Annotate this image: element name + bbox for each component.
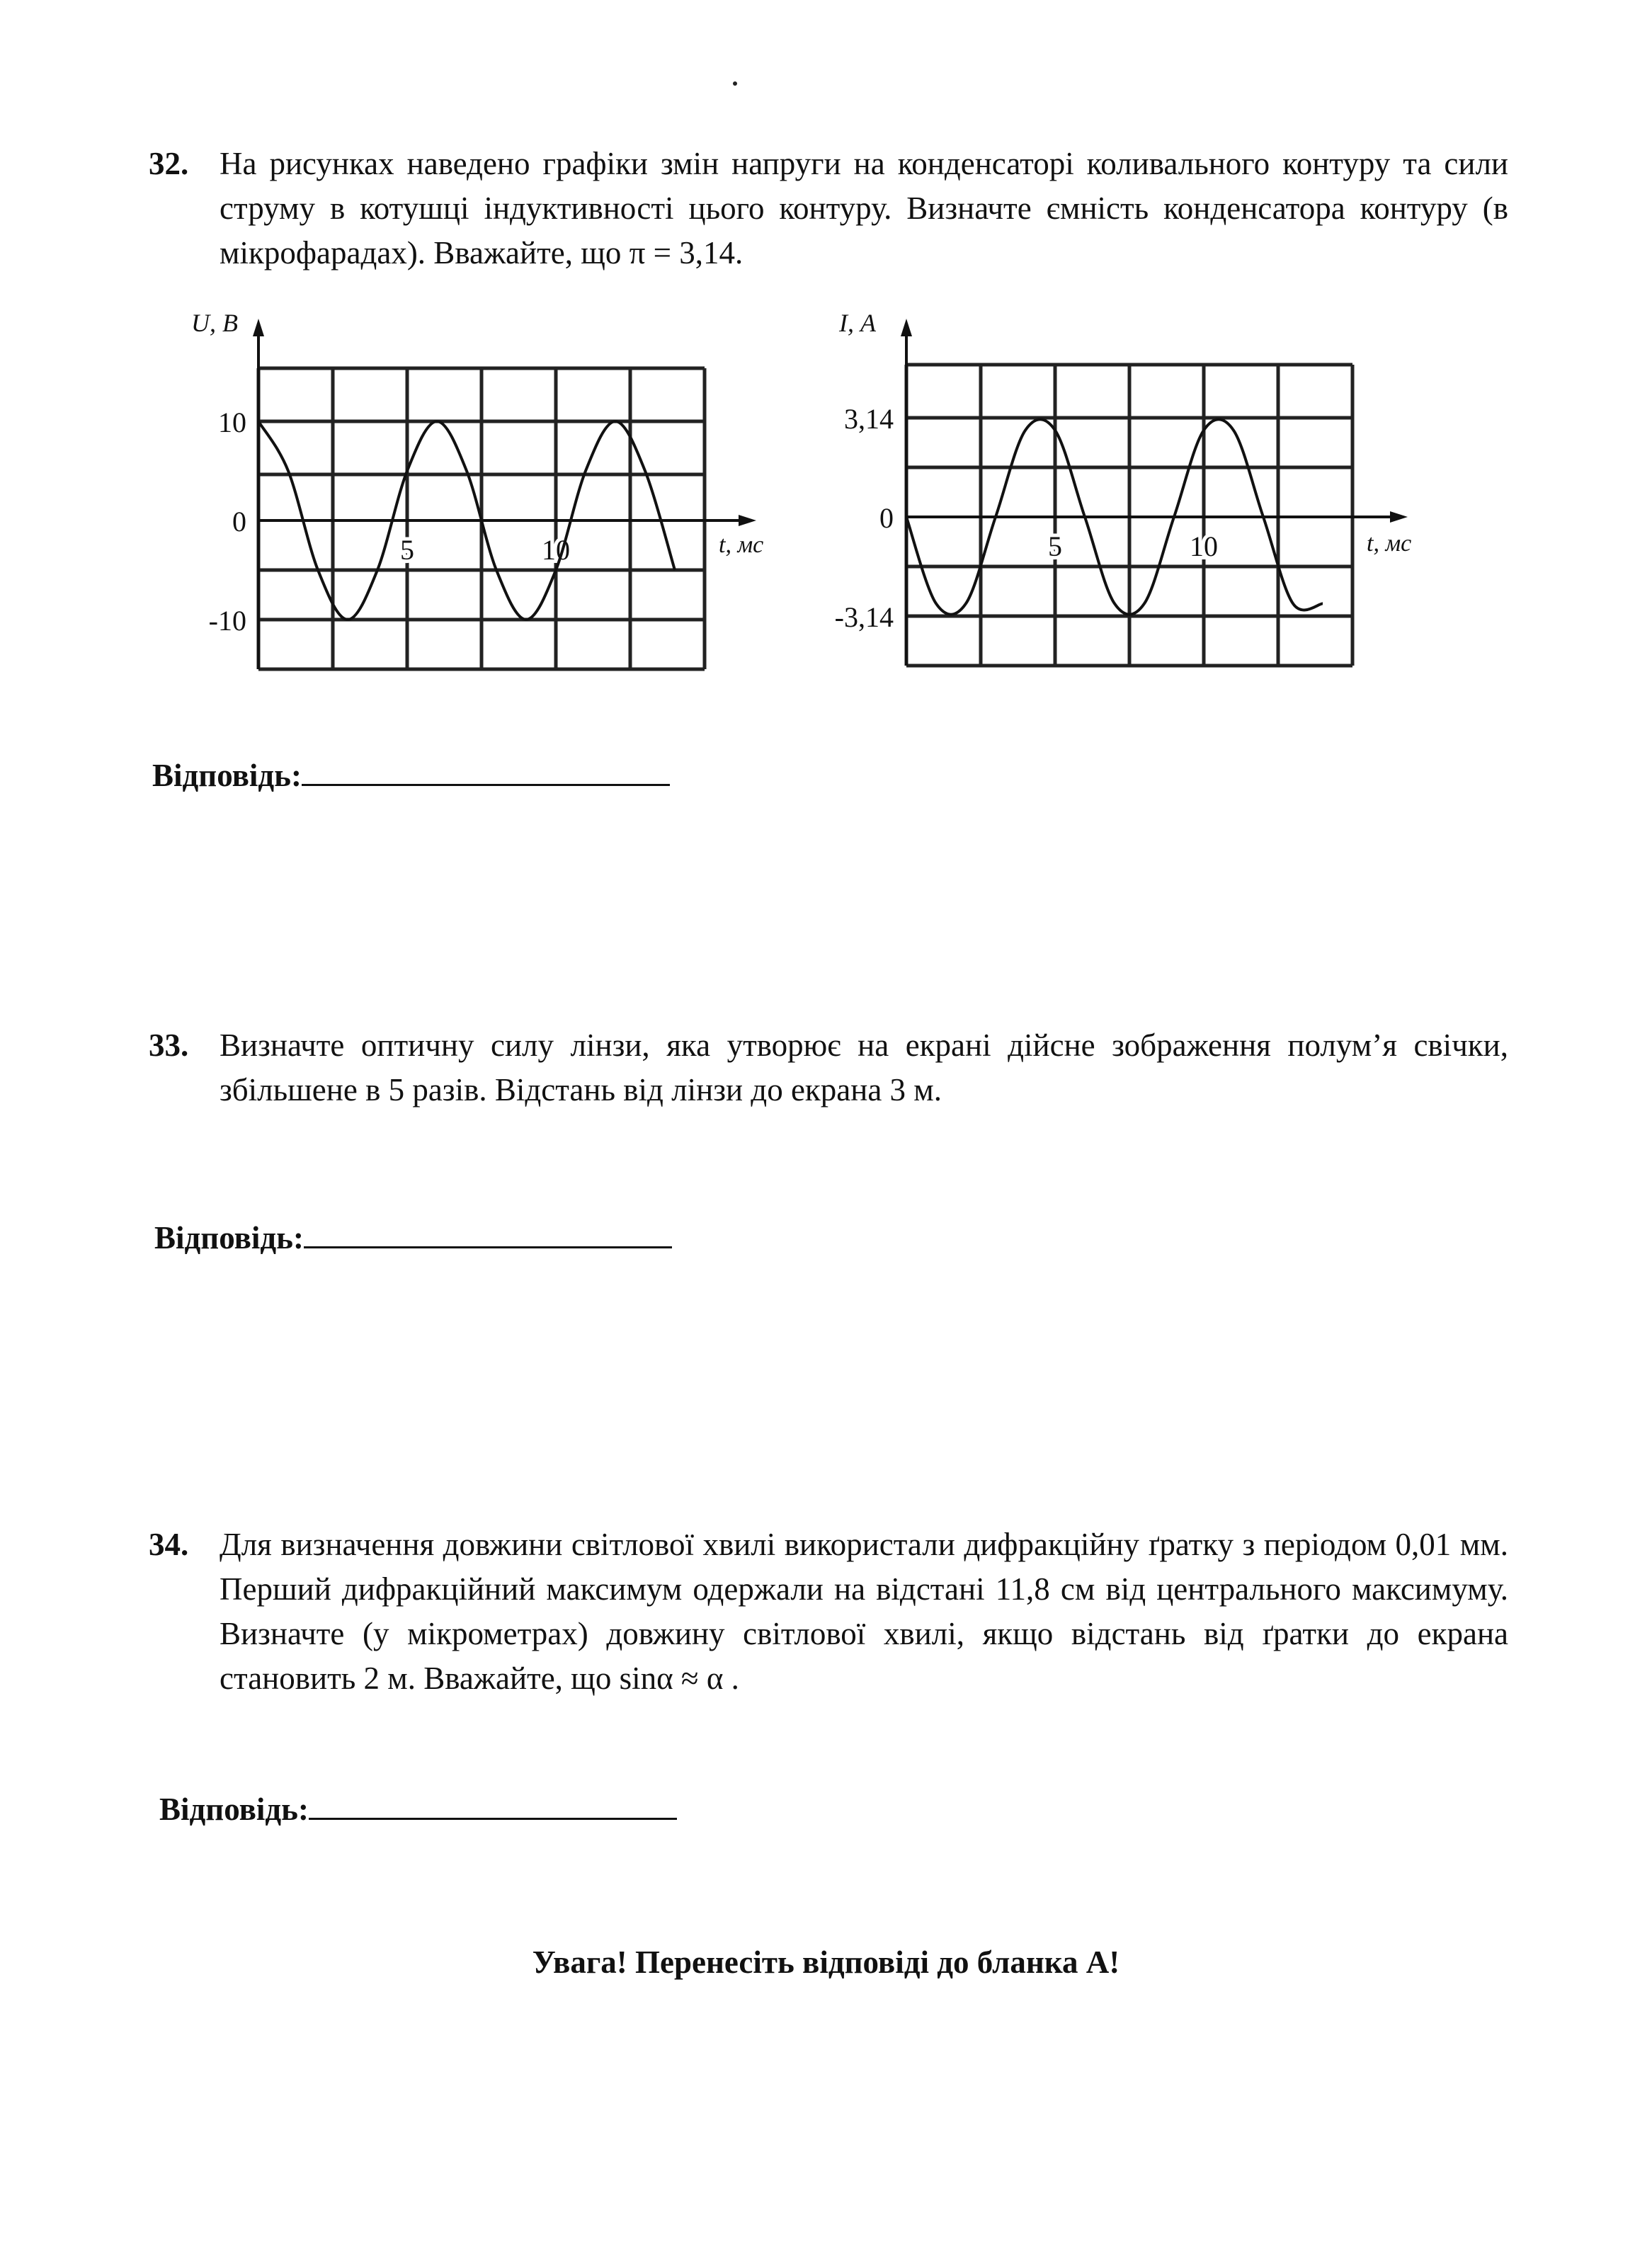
x-tick-label: 5 xyxy=(1048,530,1062,562)
x-tick-label: 10 xyxy=(1190,530,1218,562)
x-tick-label: 5 xyxy=(400,534,414,566)
axes xyxy=(901,319,1408,666)
y-tick-label: -10 xyxy=(208,605,246,637)
answer-label: Відповідь: xyxy=(159,1792,309,1827)
problem-32 xyxy=(149,142,1508,275)
notice: Увага! Перенесіть відповіді до бланка А! xyxy=(532,1945,1120,1980)
answer-32 xyxy=(152,754,670,794)
y-tick-label: 0 xyxy=(232,506,246,537)
answer-blank xyxy=(309,1788,677,1820)
y-axis-label: I, А xyxy=(839,309,876,337)
answer-blank xyxy=(304,1217,672,1248)
problem-text: На рисунках наведено графіки змін напруги на конденсаторі коливального контуру та сили струму в котушці індуктивності цього контуру. Визначте ємність конденсатора контуру (в мікрофарадах). Вважайте, що π = 3,14. xyxy=(220,146,1508,271)
problem-number: 33. xyxy=(149,1027,189,1063)
grid xyxy=(906,365,1352,666)
problem-text: Визначте оптичну силу лінзи, яка утворює на екрані дійсне зображення полум’я свічки, збільшене в 5 разів. Відстань від лінзи до екрана 3 м. xyxy=(220,1027,1508,1108)
current-chart xyxy=(807,297,1430,694)
answer-label: Відповідь: xyxy=(154,1220,304,1256)
axes xyxy=(253,319,756,669)
problem-number: 34. xyxy=(149,1527,189,1562)
answer-33 xyxy=(154,1217,672,1256)
problem-number: 32. xyxy=(149,146,189,181)
problem-33 xyxy=(149,1023,1508,1112)
x-axis-label: t, мс xyxy=(1367,530,1412,557)
y-axis-label: U, В xyxy=(191,309,238,337)
x-tick-label: 10 xyxy=(542,534,570,566)
problem-34 xyxy=(149,1522,1508,1701)
answer-label: Відповідь: xyxy=(152,758,302,793)
problem-text: Для визначення довжини світлової хвилі використали дифракційну ґратку з періодом 0,01 мм. Перший дифракційний максимум одержали на відстані 11,8 см від центрального максимуму. Визначте (у мікрометрах) довжину світлової хвилі, якщо відстань від ґратки до екрана становить 2 м. Вважайте, що sinα ≈ α . xyxy=(220,1527,1508,1696)
y-tick-label: 3,14 xyxy=(844,403,894,435)
answer-blank xyxy=(302,754,670,786)
speck xyxy=(733,81,737,86)
y-tick-label: 10 xyxy=(218,406,246,438)
x-axis-label: t, мс xyxy=(719,532,764,558)
y-tick-label: 0 xyxy=(879,502,894,534)
answer-34 xyxy=(159,1788,677,1828)
y-tick-label: -3,14 xyxy=(834,601,894,633)
voltage-chart xyxy=(170,297,793,694)
